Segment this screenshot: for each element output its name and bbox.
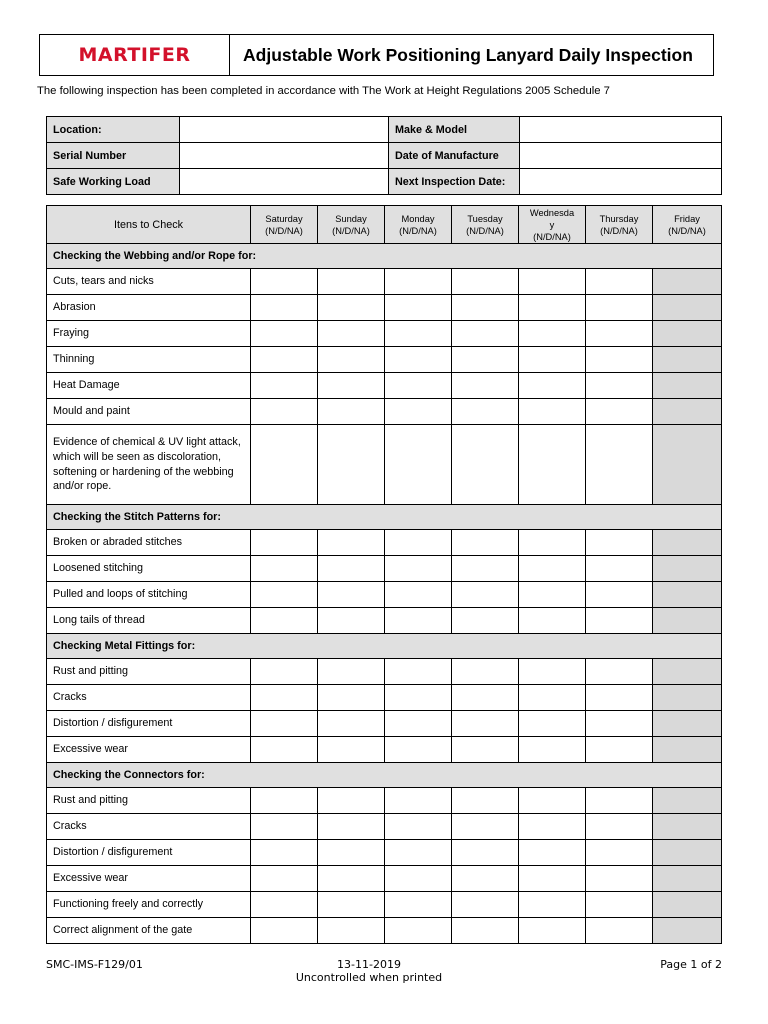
check-item-label: Fraying (47, 321, 251, 347)
check-cell-monday[interactable] (385, 556, 452, 582)
check-cell-monday[interactable] (385, 399, 452, 425)
serial-number-field[interactable] (180, 143, 389, 169)
check-cell-monday[interactable] (385, 608, 452, 634)
check-cell-sunday[interactable] (318, 866, 385, 892)
check-cell-wednesday[interactable] (519, 892, 586, 918)
check-cell-saturday[interactable] (251, 373, 318, 399)
day-header-wednesday (519, 206, 586, 244)
check-cell-monday[interactable] (385, 582, 452, 608)
inspection-checklist-table (46, 205, 722, 944)
check-cell-monday[interactable] (385, 918, 452, 944)
check-cell-monday[interactable] (385, 659, 452, 685)
location-field[interactable] (180, 117, 389, 143)
check-cell-sunday[interactable] (318, 582, 385, 608)
serial-number-label: Serial Number (47, 143, 180, 169)
check-item-label: Long tails of thread (47, 608, 251, 634)
check-cell-sunday[interactable] (318, 788, 385, 814)
check-item-label: Distortion / disfigurement (47, 840, 251, 866)
check-cell-friday[interactable] (653, 840, 722, 866)
day-name: Monday (401, 213, 435, 224)
check-row (47, 892, 722, 918)
check-cell-friday[interactable] (653, 425, 722, 505)
check-cell-wednesday[interactable] (519, 295, 586, 321)
check-cell-sunday[interactable] (318, 530, 385, 556)
check-cell-wednesday[interactable] (519, 556, 586, 582)
document-header (39, 34, 714, 76)
check-cell-monday[interactable] (385, 866, 452, 892)
day-name: Saturday (265, 213, 303, 224)
check-item-label: Evidence of chemical & UV light attack, which will be seen as discoloration, softening or hardening of the webbing and/or rope. (47, 425, 251, 505)
check-cell-sunday[interactable] (318, 347, 385, 373)
check-cell-wednesday[interactable] (519, 711, 586, 737)
check-cell-saturday[interactable] (251, 582, 318, 608)
check-cell-thursday[interactable] (586, 814, 653, 840)
check-cell-tuesday[interactable] (452, 399, 519, 425)
check-row (47, 425, 722, 505)
check-cell-sunday[interactable] (318, 840, 385, 866)
check-row (47, 321, 722, 347)
day-code: (N/D/NA) (332, 225, 370, 236)
items-header: Itens to Check (47, 206, 251, 244)
check-cell-monday[interactable] (385, 321, 452, 347)
check-item-label: Cracks (47, 814, 251, 840)
check-cell-sunday[interactable] (318, 269, 385, 295)
check-cell-tuesday[interactable] (452, 373, 519, 399)
check-cell-sunday[interactable] (318, 399, 385, 425)
check-cell-tuesday[interactable] (452, 530, 519, 556)
check-cell-sunday[interactable] (318, 608, 385, 634)
day-code: (N/D/NA) (668, 225, 706, 236)
next-inspection-label: Next Inspection Date: (389, 169, 520, 195)
day-header-thursday (586, 206, 653, 244)
check-cell-sunday[interactable] (318, 373, 385, 399)
form-code: SMC-IMS-F129/01 (46, 958, 143, 971)
check-cell-sunday[interactable] (318, 685, 385, 711)
check-cell-friday[interactable] (653, 685, 722, 711)
check-cell-saturday[interactable] (251, 269, 318, 295)
check-row (47, 840, 722, 866)
check-cell-wednesday[interactable] (519, 814, 586, 840)
check-row (47, 659, 722, 685)
check-cell-saturday[interactable] (251, 788, 318, 814)
check-cell-friday[interactable] (653, 347, 722, 373)
day-header-monday (385, 206, 452, 244)
check-row (47, 269, 722, 295)
day-name: Friday (674, 213, 700, 224)
check-cell-wednesday[interactable] (519, 659, 586, 685)
page-number: Page 1 of 2 (660, 958, 722, 971)
check-cell-saturday[interactable] (251, 918, 318, 944)
check-cell-tuesday[interactable] (452, 321, 519, 347)
check-cell-monday[interactable] (385, 269, 452, 295)
section-row (47, 634, 722, 659)
check-cell-sunday[interactable] (318, 556, 385, 582)
check-cell-saturday[interactable] (251, 321, 318, 347)
check-cell-sunday[interactable] (318, 321, 385, 347)
check-item-label: Broken or abraded stitches (47, 530, 251, 556)
check-row (47, 788, 722, 814)
check-cell-wednesday[interactable] (519, 530, 586, 556)
section-row (47, 505, 722, 530)
check-item-label: Loosened stitching (47, 556, 251, 582)
check-cell-monday[interactable] (385, 788, 452, 814)
day-name: Tuesday (467, 213, 503, 224)
check-cell-monday[interactable] (385, 295, 452, 321)
check-cell-sunday[interactable] (318, 918, 385, 944)
location-label: Location: (47, 117, 180, 143)
check-cell-friday[interactable] (653, 399, 722, 425)
check-cell-wednesday[interactable] (519, 399, 586, 425)
footer-date: 13-11-2019 (337, 958, 401, 971)
check-cell-saturday[interactable] (251, 866, 318, 892)
check-cell-wednesday[interactable] (519, 425, 586, 505)
check-cell-tuesday[interactable] (452, 425, 519, 505)
check-cell-tuesday[interactable] (452, 711, 519, 737)
check-cell-friday[interactable] (653, 866, 722, 892)
check-cell-tuesday[interactable] (452, 737, 519, 763)
check-cell-thursday[interactable] (586, 321, 653, 347)
check-row (47, 685, 722, 711)
check-cell-friday[interactable] (653, 737, 722, 763)
check-row (47, 530, 722, 556)
check-cell-thursday[interactable] (586, 685, 653, 711)
check-item-label: Abrasion (47, 295, 251, 321)
check-cell-friday[interactable] (653, 321, 722, 347)
day-code: (N/D/NA) (533, 231, 571, 242)
day-header-saturday (251, 206, 318, 244)
check-cell-monday[interactable] (385, 530, 452, 556)
check-cell-sunday[interactable] (318, 737, 385, 763)
check-cell-friday[interactable] (653, 530, 722, 556)
check-cell-friday[interactable] (653, 295, 722, 321)
day-name: Wednesday (529, 207, 575, 230)
day-code: (N/D/NA) (466, 225, 504, 236)
check-cell-thursday[interactable] (586, 425, 653, 505)
check-cell-saturday[interactable] (251, 892, 318, 918)
check-cell-friday[interactable] (653, 788, 722, 814)
check-cell-friday[interactable] (653, 582, 722, 608)
check-cell-monday[interactable] (385, 711, 452, 737)
check-cell-friday[interactable] (653, 659, 722, 685)
check-cell-tuesday[interactable] (452, 866, 519, 892)
check-cell-sunday[interactable] (318, 659, 385, 685)
check-row (47, 347, 722, 373)
day-name: Thursday (599, 213, 639, 224)
check-row (47, 399, 722, 425)
section-title: Checking the Connectors for: (47, 763, 722, 788)
check-cell-wednesday[interactable] (519, 840, 586, 866)
check-row (47, 556, 722, 582)
check-cell-wednesday[interactable] (519, 685, 586, 711)
check-item-label: Distortion / disfigurement (47, 711, 251, 737)
check-cell-wednesday[interactable] (519, 347, 586, 373)
check-item-label: Pulled and loops of stitching (47, 582, 251, 608)
check-cell-monday[interactable] (385, 425, 452, 505)
check-cell-sunday[interactable] (318, 425, 385, 505)
check-cell-monday[interactable] (385, 347, 452, 373)
check-cell-tuesday[interactable] (452, 582, 519, 608)
check-cell-thursday[interactable] (586, 659, 653, 685)
manufacture-date-label: Date of Manufacture (389, 143, 520, 169)
next-inspection-field[interactable] (520, 169, 722, 195)
check-cell-saturday[interactable] (251, 425, 318, 505)
check-cell-friday[interactable] (653, 814, 722, 840)
day-header-tuesday (452, 206, 519, 244)
check-cell-thursday[interactable] (586, 373, 653, 399)
check-cell-tuesday[interactable] (452, 788, 519, 814)
check-cell-friday[interactable] (653, 608, 722, 634)
check-item-label: Cracks (47, 685, 251, 711)
check-cell-wednesday[interactable] (519, 737, 586, 763)
check-cell-friday[interactable] (653, 556, 722, 582)
check-item-label: Thinning (47, 347, 251, 373)
check-cell-saturday[interactable] (251, 608, 318, 634)
safe-working-load-label: Safe Working Load (47, 169, 180, 195)
check-cell-wednesday[interactable] (519, 918, 586, 944)
check-cell-tuesday[interactable] (452, 347, 519, 373)
checklist-header-row (47, 206, 722, 244)
day-code: (N/D/NA) (600, 225, 638, 236)
section-row (47, 763, 722, 788)
check-cell-friday[interactable] (653, 373, 722, 399)
check-cell-monday[interactable] (385, 814, 452, 840)
check-cell-tuesday[interactable] (452, 685, 519, 711)
check-cell-saturday[interactable] (251, 530, 318, 556)
check-item-label: Excessive wear (47, 737, 251, 763)
day-name: Sunday (335, 213, 367, 224)
check-item-label: Correct alignment of the gate (47, 918, 251, 944)
check-cell-thursday[interactable] (586, 892, 653, 918)
check-cell-saturday[interactable] (251, 737, 318, 763)
check-cell-friday[interactable] (653, 269, 722, 295)
check-cell-tuesday[interactable] (452, 918, 519, 944)
check-item-label: Cuts, tears and nicks (47, 269, 251, 295)
check-row (47, 866, 722, 892)
check-cell-thursday[interactable] (586, 866, 653, 892)
manufacture-date-field[interactable] (520, 143, 722, 169)
check-item-label: Rust and pitting (47, 659, 251, 685)
check-cell-wednesday[interactable] (519, 321, 586, 347)
check-cell-wednesday[interactable] (519, 373, 586, 399)
check-cell-saturday[interactable] (251, 711, 318, 737)
check-cell-thursday[interactable] (586, 840, 653, 866)
check-row (47, 737, 722, 763)
check-item-label: Heat Damage (47, 373, 251, 399)
check-cell-tuesday[interactable] (452, 269, 519, 295)
martifer-logo: MARTIFER (40, 35, 230, 75)
check-cell-thursday[interactable] (586, 556, 653, 582)
check-cell-saturday[interactable] (251, 814, 318, 840)
check-row (47, 814, 722, 840)
check-cell-sunday[interactable] (318, 814, 385, 840)
check-cell-tuesday[interactable] (452, 556, 519, 582)
check-cell-tuesday[interactable] (452, 608, 519, 634)
equipment-info-table (46, 116, 722, 195)
check-cell-thursday[interactable] (586, 788, 653, 814)
section-title: Checking the Webbing and/or Rope for: (47, 244, 722, 269)
check-cell-saturday[interactable] (251, 295, 318, 321)
check-item-label: Functioning freely and correctly (47, 892, 251, 918)
section-row (47, 244, 722, 269)
check-cell-monday[interactable] (385, 737, 452, 763)
check-cell-thursday[interactable] (586, 737, 653, 763)
check-cell-thursday[interactable] (586, 295, 653, 321)
section-title: Checking Metal Fittings for: (47, 634, 722, 659)
check-cell-friday[interactable] (653, 892, 722, 918)
check-cell-tuesday[interactable] (452, 840, 519, 866)
check-cell-wednesday[interactable] (519, 582, 586, 608)
check-cell-friday[interactable] (653, 918, 722, 944)
check-cell-sunday[interactable] (318, 892, 385, 918)
check-item-label: Rust and pitting (47, 788, 251, 814)
check-cell-monday[interactable] (385, 892, 452, 918)
check-cell-thursday[interactable] (586, 711, 653, 737)
check-cell-tuesday[interactable] (452, 814, 519, 840)
check-cell-thursday[interactable] (586, 269, 653, 295)
footer-center (0, 958, 738, 984)
day-header-friday (653, 206, 722, 244)
check-row (47, 711, 722, 737)
check-cell-wednesday[interactable] (519, 608, 586, 634)
check-row (47, 918, 722, 944)
check-cell-saturday[interactable] (251, 840, 318, 866)
day-code: (N/D/NA) (265, 225, 303, 236)
day-code: (N/D/NA) (399, 225, 437, 236)
check-cell-monday[interactable] (385, 840, 452, 866)
check-cell-saturday[interactable] (251, 556, 318, 582)
check-cell-thursday[interactable] (586, 582, 653, 608)
check-cell-friday[interactable] (653, 711, 722, 737)
check-cell-wednesday[interactable] (519, 269, 586, 295)
check-cell-tuesday[interactable] (452, 295, 519, 321)
check-item-label: Mould and paint (47, 399, 251, 425)
check-cell-monday[interactable] (385, 685, 452, 711)
check-item-label: Excessive wear (47, 866, 251, 892)
check-cell-thursday[interactable] (586, 399, 653, 425)
check-cell-thursday[interactable] (586, 608, 653, 634)
check-cell-sunday[interactable] (318, 711, 385, 737)
section-title: Checking the Stitch Patterns for: (47, 505, 722, 530)
check-cell-tuesday[interactable] (452, 659, 519, 685)
check-row (47, 608, 722, 634)
check-row (47, 582, 722, 608)
check-cell-sunday[interactable] (318, 295, 385, 321)
check-cell-saturday[interactable] (251, 399, 318, 425)
check-cell-thursday[interactable] (586, 530, 653, 556)
check-cell-saturday[interactable] (251, 347, 318, 373)
check-cell-tuesday[interactable] (452, 892, 519, 918)
check-cell-monday[interactable] (385, 373, 452, 399)
safe-working-load-field[interactable] (180, 169, 389, 195)
check-cell-saturday[interactable] (251, 685, 318, 711)
intro-text: The following inspection has been completed in accordance with The Work at Height Regulations 2005 Schedule 7 (37, 85, 610, 97)
footer-note: Uncontrolled when printed (295, 971, 443, 984)
check-cell-saturday[interactable] (251, 659, 318, 685)
check-cell-thursday[interactable] (586, 918, 653, 944)
check-row (47, 373, 722, 399)
check-cell-wednesday[interactable] (519, 788, 586, 814)
day-header-sunday (318, 206, 385, 244)
check-row (47, 295, 722, 321)
make-model-field[interactable] (520, 117, 722, 143)
make-model-label: Make & Model (389, 117, 520, 143)
check-cell-thursday[interactable] (586, 347, 653, 373)
check-cell-wednesday[interactable] (519, 866, 586, 892)
document-title: Adjustable Work Positioning Lanyard Daily Inspection (243, 44, 693, 65)
